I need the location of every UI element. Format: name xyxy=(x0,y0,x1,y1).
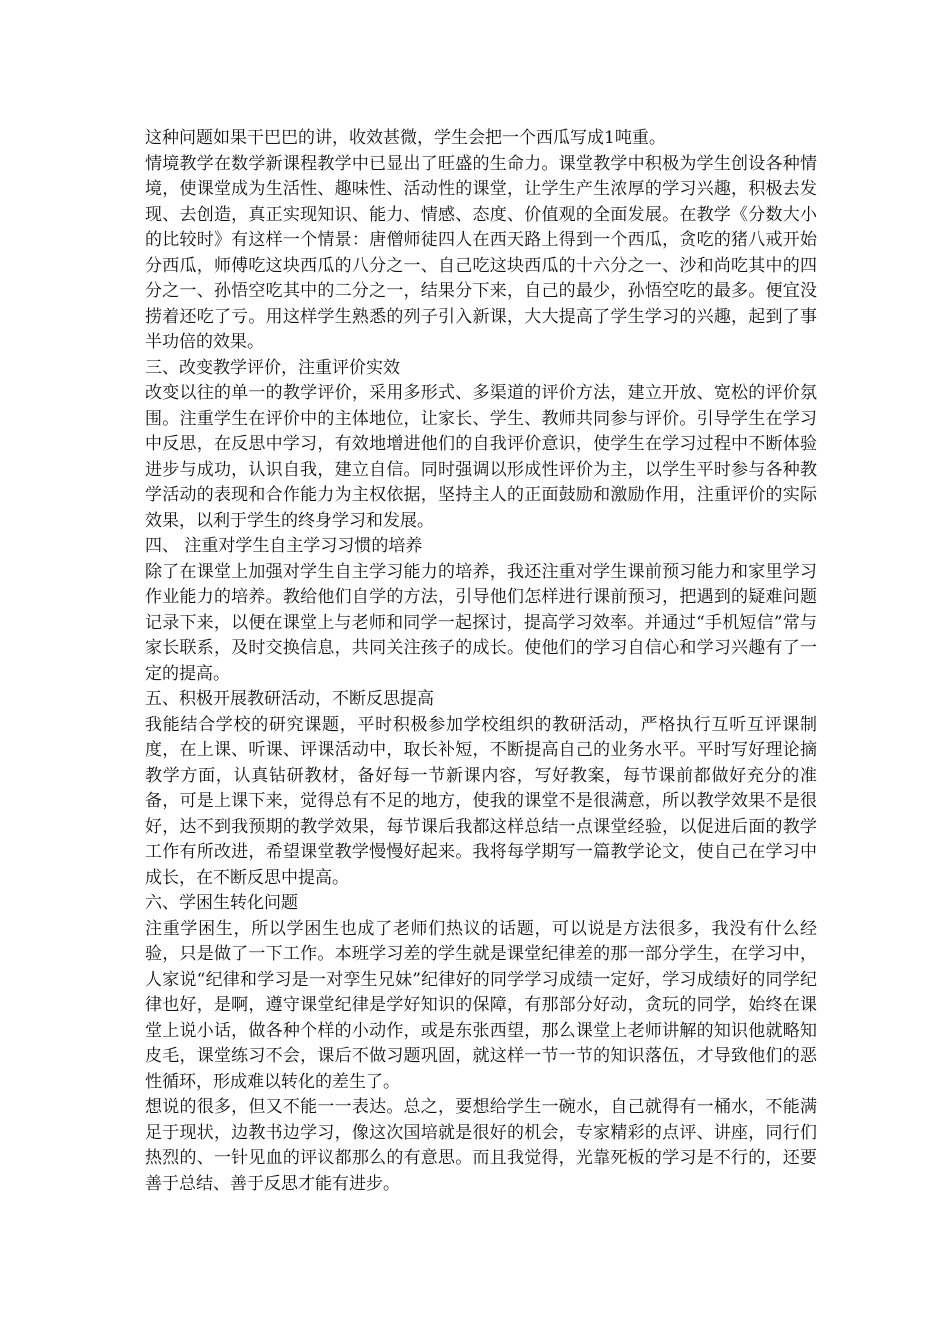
paragraph-evaluation: 改变以往的单一的教学评价，采用多形式、多渠道的评价方法，建立开放、宽松的评价氛围。注重学生在评价中的主体地位，让家长、学生、教师共同参与评价。引导学生在学习中反思，在反思中学习，有效地增进他们的自我评价意识，使学生在学习过程中不断体验进步与成功，认识自我，建立自信。同时强调以形成性评价为主，以学生平时参与各种教学活动的表现和合作能力为主权依据，坚持主人的正面鼓励和激励作用，注重评价的实际效果，以利于学生的终身学习和发展。 xyxy=(145,383,817,531)
paragraph-situational-teaching: 情境教学在数学新课程教学中已显出了旺盛的生命力。课堂教学中积极为学生创设各种情境，使课堂成为生活性、趣味性、活动性的课堂，让学生产生浓厚的学习兴趣，积极去发现、去创造，真正实现知识、能力、情感、态度、价值观的全面发展。在教学《分数大小的比较时》有这样一个情景：唐僧师徒四人在西天路上得到一个西瓜，贪吃的猪八戒开始分西瓜，师傅吃这块西瓜的八分之一、自己吃这块西瓜的十六分之一、沙和尚吃其中的四分之一、孙悟空吃其中的二分之一，结果分下来，自己的最少，孙悟空吃的最多。便宜没捞着还吃了亏。用这样学生熟悉的列子引入新课，大大提高了学生学习的兴趣，起到了事半功倍的效果。 xyxy=(145,153,817,352)
heading-section-4: 四、 注重对学生自主学习习惯的培养 xyxy=(145,536,423,556)
paragraph-watermelon-intro: 这种问题如果干巴巴的讲，收效甚微，学生会把一个西瓜写成1吨重。 xyxy=(145,128,666,148)
heading-section-5: 五、积极开展教研活动，不断反思提高 xyxy=(145,689,434,709)
heading-section-3: 三、改变教学评价，注重评价实效 xyxy=(145,357,400,378)
paragraph-teaching-research: 我能结合学校的研究课题，平时积极参加学校组织的教研活动，严格执行互听互评课制度，在上课、听课、评课活动中，取长补短，不断提高自己的业务水平。平时写好理论摘教学方面，认真钻研教材，备好每一节新课内容，写好教案，每节课前都做好充分的准备，可是上课下来，觉得总有不足的地方，使我的课堂不是很满意，所以教学效果不是很好，达不到我预期的教学效果，每节课后我都这样总结一点课堂经验，以促进后面的教学工作有所改进，希望课堂教学慢慢好起来。我将每学期写一篇教学论文，使自己在学习中成长，在不断反思中提高。 xyxy=(145,714,817,888)
paragraph-struggling-students: 注重学困生，所以学困生也成了老师们热议的话题，可以说是方法很多，我没有什么经验，只是做了一下工作。本班学习差的学生就是课堂纪律差的那一部分学生，在学习中，人家说“纪律和学习是一对孪生兄妹”纪律好的同学学习成绩一定好，学习成绩好的同学纪律也好，是啊，遵守课堂纪律是学好知识的保障，有那部分好动，贪玩的同学，始终在课堂上说小话，做各种个样的小动作，或是东张西望，那么课堂上老师讲解的知识他就略知皮毛，课堂练习不会，课后不做习题巩固，就这样一节一节的知识落伍，才导致他们的恶性循环，形成难以转化的差生了。 xyxy=(145,918,817,1092)
paragraph-conclusion: 想说的很多，但又不能一一表达。总之，要想给学生一碗水，自己就得有一桶水，不能满足于现状，边教书边学习，像这次国培就是很好的机会，专家精彩的点评、讲座，同行们热烈的、一针见血的评议都那么的有意思。而且我觉得，光靠死板的学习是不行的，还要善于总结、善于反思才能有进步。 xyxy=(145,1097,817,1194)
heading-section-6: 六、学困生转化问题 xyxy=(145,893,298,913)
document-page xyxy=(145,126,817,1197)
paragraph-self-study: 除了在课堂上加强对学生自主学习能力的培养，我还注重对学生课前预习能力和家里学习作业能力的培养。教给他们自学的方法，引导他们怎样进行课前预习，把遇到的疑难问题记录下来，以便在课堂上与老师和同学一起探讨，提高学习效率。并通过“手机短信”常与家长联系，及时交换信息，共同关注孩子的成长。使他们的学习自信心和学习兴趣有了一定的提高。 xyxy=(145,561,817,684)
